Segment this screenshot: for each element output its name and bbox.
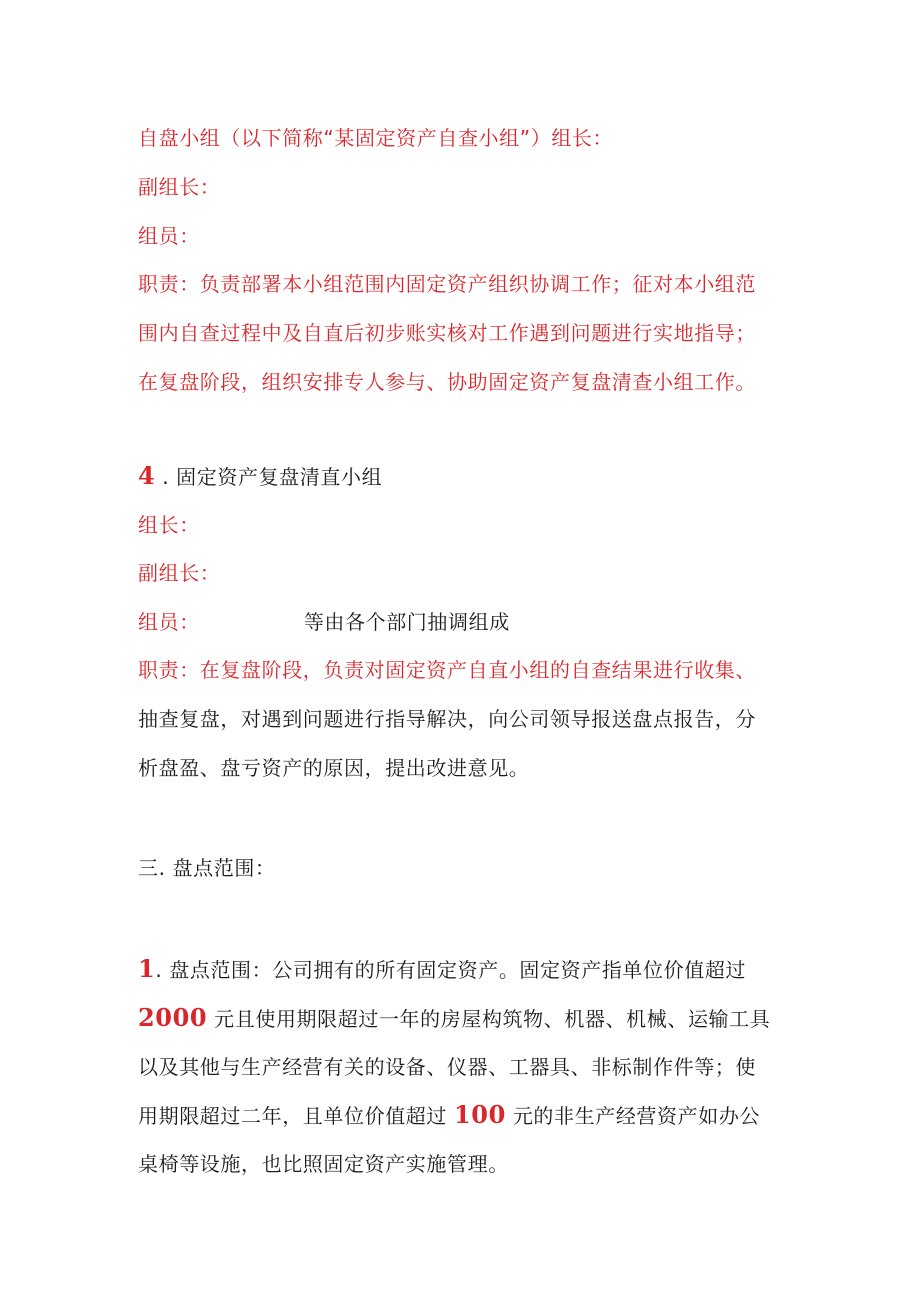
recheck-duty-line-2: 抽查复盘，对遇到问题进行指导解决，向公司领导报送盘点报告，分 [138,707,756,731]
scope-line-1 [138,955,818,984]
recheck-section-title: . 固定资产复盘清直小组 [155,465,383,489]
scope-line-2 [138,1004,818,1033]
scope-line-4a-text: 用期限超过二年，且单位价值超过 [138,1104,454,1128]
recheck-members-line [138,608,818,636]
recheck-title-line [138,462,818,491]
recheck-members-note: 等由各个部门抽调组成 [303,610,510,634]
recheck-members-label: 组员： [138,610,200,634]
scope-amount-100: 100 [453,1100,506,1129]
selfcheck-duty-line-3: 在复盘阶段，组织安排专人参与、协助固定资产复盘清查小组工作。 [138,370,756,394]
scope-heading: 三. 盘点范围： [138,856,276,880]
recheck-duty-line-3: 析盘盈、盘亏资产的原因，提出改进意见。 [138,756,530,780]
scope-line-3: 以及其他与生产经营有关的设备、仪器、工器具、非标制作件等；使 [138,1055,756,1079]
scope-line-1-text: . 盘点范围：公司拥有的所有固定资产。固定资产指单位价值超过 [155,958,747,982]
selfcheck-leader-line: 自盘小组（以下简称“某固定资产自查小组”）组长： [138,126,614,150]
scope-amount-2000: 2000 [138,1003,208,1032]
selfcheck-deputy-line: 副组长： [138,175,221,199]
scope-line-5: 桌椅等设施，也比照固定资产实施管理。 [138,1152,509,1176]
selfcheck-duty-line-2: 围内自查过程中及自直后初步账实核对工作遇到问题进行实地指导； [138,321,756,345]
scope-item-number: 1 [138,954,156,983]
scope-line-2-text: 元且使用期限超过一年的房屋构筑物、机器、机械、运输工具 [207,1007,771,1031]
recheck-leader-line: 组长： [138,513,200,537]
recheck-deputy-line: 副组长： [138,561,221,585]
selfcheck-members-line: 组员： [138,224,200,248]
recheck-duty-line-1: 职责：在复盘阶段，负责对固定资产自直小组的自查结果进行收集、 [138,658,756,682]
scope-line-4b-text: 元的非生产经营资产如办公 [505,1104,761,1128]
recheck-section-number: 4 [138,461,156,490]
selfcheck-duty-line-1: 职责：负责部署本小组范围内固定资产组织协调工作；征对本小组范 [138,272,756,296]
scope-line-4 [138,1101,818,1130]
